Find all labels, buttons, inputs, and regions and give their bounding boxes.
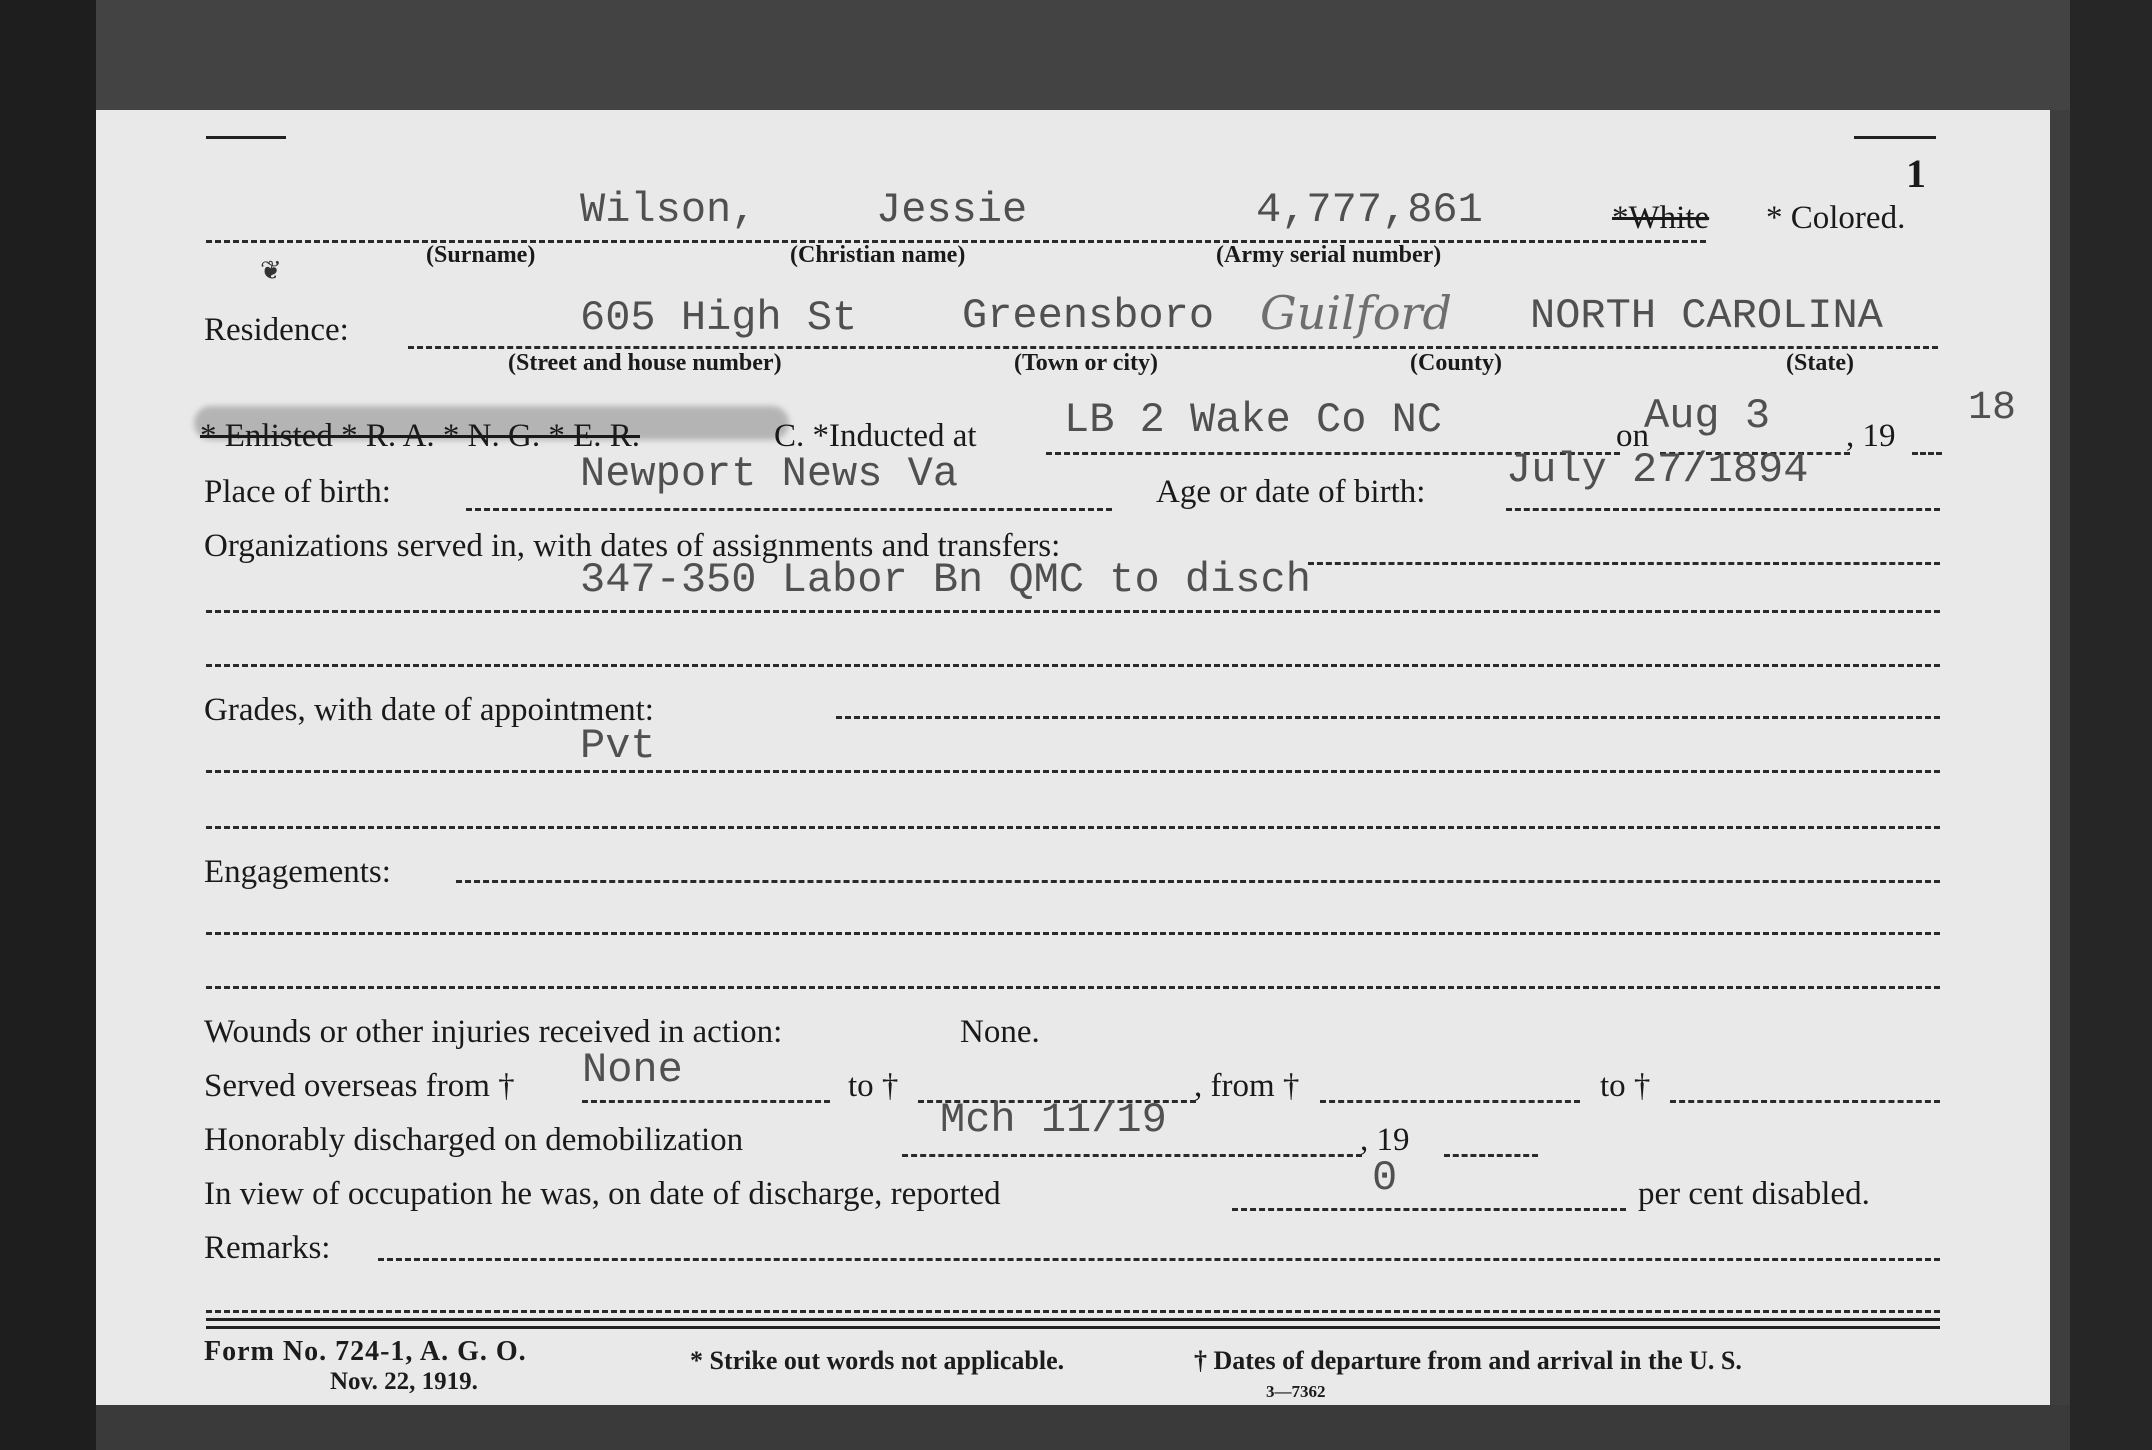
inducted-place-value: LB 2 Wake Co NC	[1064, 396, 1443, 444]
residence-state-value: NORTH CAROLINA	[1530, 292, 1883, 340]
residence-town-value: Greensboro	[962, 292, 1215, 340]
induction-year-prefix: , 19	[1846, 418, 1896, 454]
organizations-line-1	[1308, 562, 1940, 565]
discharge-date-line	[902, 1154, 1362, 1157]
disability-suffix: per cent disabled.	[1638, 1176, 1870, 1212]
age-label: Age or date of birth:	[1156, 474, 1426, 510]
residence-county-value: Guilford	[1260, 286, 1452, 340]
scan-border-right	[2070, 0, 2152, 1450]
on-label: on	[1616, 418, 1649, 454]
christian-name-value: Jessie	[876, 186, 1028, 234]
top-right-rule	[1854, 136, 1936, 139]
ink-mark: ❦	[260, 256, 282, 285]
engagements-label: Engagements:	[204, 854, 391, 890]
served-overseas-label: Served overseas from †	[204, 1068, 515, 1104]
induction-year-line	[1912, 452, 1942, 455]
overseas-from-line	[582, 1100, 830, 1103]
overseas-to2-line	[1670, 1100, 1940, 1103]
place-of-birth-value: Newport News Va	[580, 450, 959, 498]
scan-border-left	[0, 0, 96, 1450]
surname-value: Wilson,	[580, 186, 757, 234]
grades-value: Pvt	[580, 722, 656, 770]
disability-value: 0	[1372, 1154, 1398, 1202]
place-of-birth-line	[466, 508, 1112, 511]
organizations-line-2	[206, 610, 1940, 613]
discharge-label: Honorably discharged on demobilization	[204, 1122, 744, 1158]
grades-line-3	[206, 826, 1940, 829]
birth-date-value: July 27/1894	[1506, 446, 1809, 494]
remarks-line-1	[378, 1258, 1940, 1261]
residence-street-value: 605 High St	[580, 294, 858, 342]
grades-line-1	[836, 716, 1940, 719]
discharge-year-label: , 19	[1360, 1122, 1410, 1158]
overseas-from-value: None	[582, 1046, 683, 1094]
surname-caption: (Surname)	[426, 242, 536, 268]
footer-rule-1	[206, 1318, 1940, 1321]
state-caption: (State)	[1786, 350, 1854, 376]
strike-note: * Strike out words not applicable.	[690, 1346, 1065, 1375]
dates-note: † Dates of departure from and arrival in the U. S.	[1194, 1346, 1742, 1375]
residence-label: Residence:	[204, 312, 349, 348]
serial-number-caption: (Army serial number)	[1216, 242, 1442, 268]
induction-date-value: Aug 3	[1644, 392, 1771, 440]
overseas-from2-line	[1320, 1100, 1580, 1103]
footer-rule-2	[206, 1326, 1940, 1329]
race-colored-label: * Colored.	[1766, 200, 1906, 236]
race-white-struck: *White	[1612, 200, 1710, 236]
overseas-from2-label: , from †	[1194, 1068, 1300, 1104]
residence-line	[408, 346, 1938, 349]
christian-name-caption: (Christian name)	[790, 242, 966, 268]
wounds-label: Wounds or other injuries received in action:	[204, 1014, 783, 1050]
form-number: Form No. 724-1, A. G. O.	[204, 1336, 527, 1367]
street-caption: (Street and house number)	[508, 350, 782, 376]
engagements-line-3	[206, 986, 1940, 989]
engagements-line-2	[206, 932, 1940, 935]
overseas-to-label: to †	[848, 1068, 899, 1104]
grades-label: Grades, with date of appointment:	[204, 692, 654, 728]
organizations-label: Organizations served in, with dates of assignments and transfers:	[204, 528, 1061, 564]
engagements-line-1	[456, 880, 1940, 883]
serial-number-value: 4,777,861	[1256, 186, 1483, 234]
service-record-card	[96, 110, 2050, 1405]
print-code: 3—7362	[1266, 1382, 1326, 1401]
enlisted-options-struck: * Enlisted * R. A. * N. G. * E. R.	[200, 418, 641, 454]
scan-border-bottom	[96, 1405, 2070, 1450]
organizations-line-3	[206, 664, 1940, 667]
birth-date-line	[1506, 508, 1940, 511]
card-number: 1	[1906, 151, 1926, 196]
place-of-birth-label: Place of birth:	[204, 474, 391, 510]
county-caption: (County)	[1410, 350, 1503, 376]
inducted-at-label: C. *Inducted at	[774, 418, 977, 454]
scan-border-top	[96, 0, 2070, 110]
discharge-date-value: Mch 11/19	[940, 1096, 1167, 1144]
induction-year-value: 18	[1968, 386, 2017, 431]
disability-label: In view of occupation he was, on date of discharge, reported	[204, 1176, 1001, 1212]
overseas-to2-label: to †	[1600, 1068, 1651, 1104]
remarks-line-2	[206, 1310, 1940, 1313]
top-left-rule	[206, 136, 286, 139]
form-date: Nov. 22, 1919.	[330, 1368, 478, 1395]
remarks-label: Remarks:	[204, 1230, 331, 1266]
grades-line-2	[206, 770, 1940, 773]
wounds-value: None.	[960, 1014, 1040, 1050]
organizations-value: 347-350 Labor Bn QMC to disch	[580, 556, 1311, 604]
disability-line	[1232, 1208, 1626, 1211]
discharge-year-line	[1444, 1154, 1538, 1157]
town-caption: (Town or city)	[1014, 350, 1158, 376]
